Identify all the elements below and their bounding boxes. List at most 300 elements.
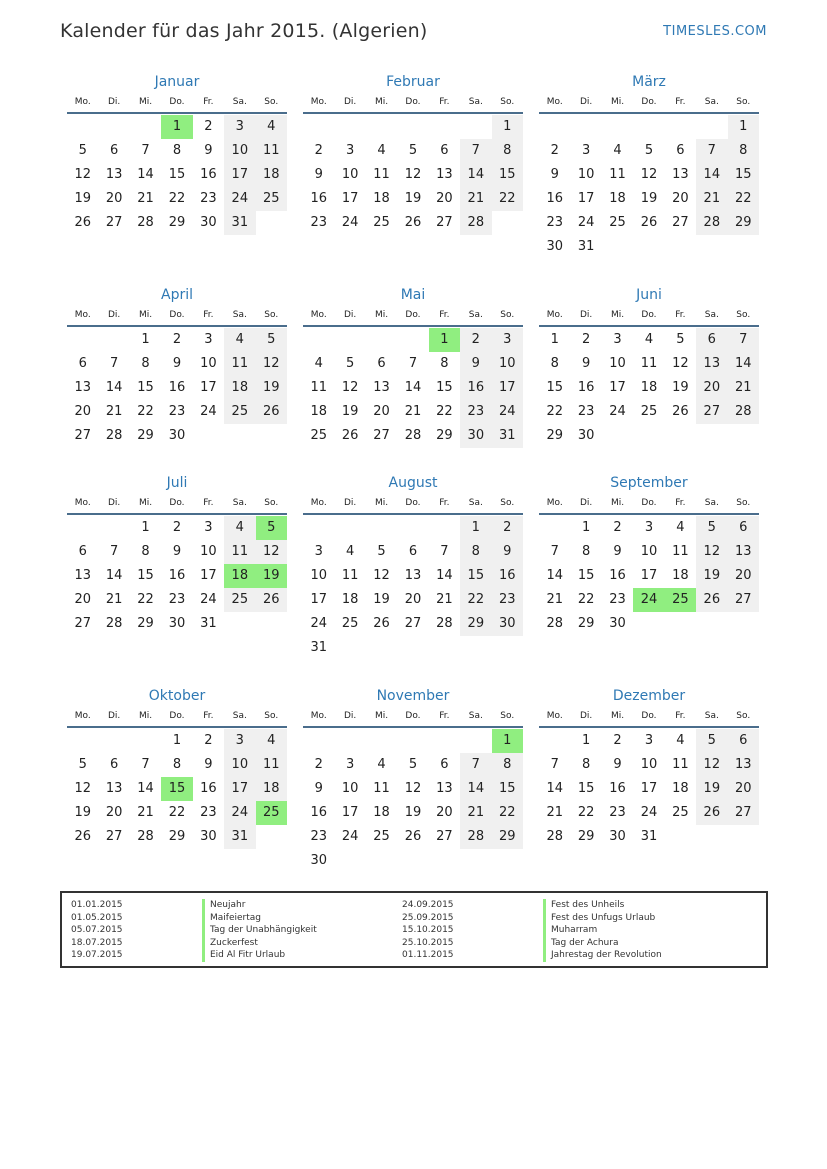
empty-cell <box>303 729 334 753</box>
day-cell: 19 <box>74 191 91 206</box>
weekday-label: Mi. <box>138 711 153 721</box>
weekday-header <box>303 493 523 515</box>
day-cell: 2 <box>204 119 213 134</box>
day-cell: 28 <box>546 829 563 844</box>
weekday-label: So. <box>500 711 515 721</box>
day-cell: 15 <box>168 167 186 182</box>
day-cell: 14 <box>137 167 154 182</box>
day-cell: 4 <box>676 520 685 535</box>
day-cell: 2 <box>172 332 182 347</box>
day-cell: 3 <box>492 328 523 352</box>
day-cell: 6 <box>728 516 759 540</box>
day-cell: 13 <box>728 753 759 777</box>
day-cell: 9 <box>613 757 622 772</box>
day-cell: 31 <box>224 825 255 849</box>
day-cell: 12 <box>672 356 689 371</box>
month-august <box>303 473 523 660</box>
day-cell: 16 <box>546 191 563 206</box>
empty-cell <box>67 516 98 540</box>
day-cell: 23 <box>546 215 563 230</box>
weekday-label: Di. <box>107 310 121 320</box>
day-cell: 23 <box>460 400 491 424</box>
day-grid <box>67 328 287 448</box>
day-cell: 11 <box>640 356 658 371</box>
day-cell: 4 <box>224 328 255 352</box>
day-cell: 8 <box>172 757 182 772</box>
day-cell: 23 <box>492 588 523 612</box>
day-cell: 18 <box>256 163 287 187</box>
day-cell: 14 <box>696 163 727 187</box>
day-cell: 11 <box>609 167 626 182</box>
day-cell: 10 <box>224 139 255 163</box>
weekday-label: So. <box>736 310 751 320</box>
day-cell: 18 <box>373 805 390 820</box>
weekday-label: So. <box>264 498 279 508</box>
legend-holiday-name: Jahrestag der Revolution <box>543 949 662 962</box>
month-juli <box>67 473 287 636</box>
day-cell: 16 <box>310 191 327 206</box>
day-cell: 10 <box>341 167 359 182</box>
day-cell: 4 <box>256 115 287 139</box>
weekday-label: Mo. <box>310 711 327 721</box>
day-cell: 17 <box>224 777 255 801</box>
weekday-label: Sa. <box>468 310 483 320</box>
weekday-label: Mo. <box>74 498 91 508</box>
day-cell: 3 <box>644 520 654 535</box>
day-cell: 1 <box>728 115 759 139</box>
day-cell: 7 <box>728 328 759 352</box>
weekday-header <box>67 706 287 728</box>
legend-dates-right <box>402 899 454 962</box>
day-grid <box>67 729 287 849</box>
day-cell: 2 <box>314 143 323 158</box>
day-cell: 24 <box>341 829 359 844</box>
empty-cell <box>397 328 428 352</box>
day-cell: 3 <box>345 757 355 772</box>
day-cell: 9 <box>204 757 213 772</box>
day-cell: 1 <box>172 733 182 748</box>
day-cell: 9 <box>492 540 523 564</box>
day-cell: 18 <box>672 568 689 583</box>
weekday-label: Sa. <box>704 310 719 320</box>
weekday-label: Sa. <box>232 498 247 508</box>
day-cell: 1 <box>550 332 559 347</box>
day-cell: 1 <box>581 520 591 535</box>
holiday-legend <box>60 891 768 968</box>
day-grid <box>539 516 759 636</box>
day-cell: 27 <box>74 428 91 443</box>
legend-holiday-name: Neujahr <box>202 899 317 912</box>
day-cell: 16 <box>310 805 327 820</box>
day-cell: 8 <box>492 753 523 777</box>
day-cell: 2 <box>460 328 491 352</box>
weekday-label: Fr. <box>675 97 686 107</box>
day-cell: 29 <box>436 428 453 443</box>
day-cell: 18 <box>640 380 658 395</box>
weekday-label: Do. <box>405 310 421 320</box>
holiday-day: 25 <box>256 801 287 825</box>
day-cell: 27 <box>728 588 759 612</box>
day-cell: 30 <box>310 853 327 868</box>
day-cell: 31 <box>310 640 327 655</box>
day-cell: 12 <box>404 167 422 182</box>
legend-names-right <box>543 899 662 962</box>
day-cell: 19 <box>640 191 658 206</box>
legend-date: 19.07.2015 <box>71 950 123 960</box>
day-cell: 15 <box>137 568 154 583</box>
day-cell: 26 <box>696 588 727 612</box>
day-cell: 12 <box>341 380 359 395</box>
day-cell: 20 <box>74 404 91 419</box>
day-cell: 7 <box>696 139 727 163</box>
weekday-label: Mi. <box>138 97 153 107</box>
day-cell: 2 <box>613 520 622 535</box>
day-cell: 26 <box>74 215 91 230</box>
day-cell: 23 <box>168 592 186 607</box>
day-cell: 27 <box>105 829 123 844</box>
day-cell: 11 <box>373 781 390 796</box>
day-cell: 6 <box>377 356 386 371</box>
weekday-label: Do. <box>405 711 421 721</box>
day-cell: 25 <box>224 400 255 424</box>
legend-holiday-name: Tag der Unabhängigkeit <box>202 924 317 937</box>
day-cell: 28 <box>137 215 154 230</box>
day-cell: 14 <box>404 380 422 395</box>
day-cell: 26 <box>373 616 390 631</box>
day-cell: 28 <box>460 825 491 849</box>
weekday-label: Do. <box>641 97 657 107</box>
day-cell: 7 <box>460 753 491 777</box>
day-cell: 21 <box>105 404 123 419</box>
day-cell: 1 <box>141 332 150 347</box>
day-cell: 10 <box>341 781 359 796</box>
day-cell: 20 <box>436 191 453 206</box>
legend-date: 01.05.2015 <box>71 912 123 923</box>
weekday-label: Mo. <box>310 498 327 508</box>
empty-cell <box>633 115 664 139</box>
day-cell: 23 <box>310 215 327 230</box>
weekday-label: So. <box>264 97 279 107</box>
day-cell: 23 <box>609 805 626 820</box>
day-cell: 29 <box>168 829 186 844</box>
day-cell: 13 <box>105 167 123 182</box>
day-cell: 1 <box>492 115 523 139</box>
weekday-label: So. <box>736 498 751 508</box>
day-cell: 13 <box>404 568 422 583</box>
holiday-day: 1 <box>429 328 460 352</box>
day-cell: 5 <box>696 516 727 540</box>
day-cell: 10 <box>640 757 658 772</box>
day-cell: 20 <box>105 805 123 820</box>
empty-cell <box>98 516 129 540</box>
day-cell: 10 <box>310 568 327 583</box>
day-cell: 17 <box>492 376 523 400</box>
month-dezember <box>539 686 759 849</box>
day-grid <box>303 328 523 448</box>
day-cell: 11 <box>672 757 689 772</box>
day-cell: 3 <box>204 520 213 535</box>
legend-holiday-name: Muharram <box>543 924 662 937</box>
day-cell: 17 <box>200 568 217 583</box>
day-cell: 14 <box>137 781 154 796</box>
day-cell: 12 <box>74 781 91 796</box>
month-name: Oktober <box>148 688 206 704</box>
day-cell: 6 <box>440 757 449 772</box>
day-cell: 15 <box>577 781 595 796</box>
day-cell: 5 <box>408 757 418 772</box>
holiday-day: 24 <box>633 588 664 612</box>
day-cell: 22 <box>436 404 453 419</box>
day-cell: 21 <box>404 404 422 419</box>
holiday-day: 5 <box>256 516 287 540</box>
weekday-label: Mi. <box>374 711 389 721</box>
weekday-header <box>539 92 759 114</box>
day-cell: 22 <box>728 187 759 211</box>
day-cell: 21 <box>105 592 123 607</box>
day-cell: 16 <box>460 376 491 400</box>
empty-cell <box>67 115 98 139</box>
weekday-label: Di. <box>579 97 593 107</box>
day-cell: 22 <box>460 588 491 612</box>
weekday-label: Mi. <box>374 97 389 107</box>
day-cell: 11 <box>341 568 359 583</box>
day-cell: 19 <box>341 404 359 419</box>
day-cell: 6 <box>408 544 418 559</box>
day-cell: 6 <box>728 729 759 753</box>
empty-cell <box>397 115 428 139</box>
day-cell: 28 <box>105 616 123 631</box>
day-cell: 28 <box>404 428 422 443</box>
empty-cell <box>539 115 570 139</box>
weekday-label: Fr. <box>203 310 214 320</box>
day-cell: 4 <box>256 729 287 753</box>
day-cell: 13 <box>373 380 390 395</box>
day-grid <box>67 516 287 636</box>
day-cell: 15 <box>492 777 523 801</box>
weekday-label: Mi. <box>138 498 153 508</box>
empty-cell <box>303 115 334 139</box>
weekday-label: Sa. <box>704 498 719 508</box>
day-cell: 4 <box>377 757 386 772</box>
page-title: Kalender für das Jahr 2015. (Algerien) <box>60 20 428 42</box>
empty-cell <box>539 729 570 753</box>
day-cell: 14 <box>460 777 491 801</box>
weekday-label: Mo. <box>546 97 563 107</box>
weekday-label: Fr. <box>439 498 450 508</box>
day-cell: 2 <box>204 733 213 748</box>
weekday-label: So. <box>264 711 279 721</box>
day-grid <box>539 729 759 849</box>
day-cell: 26 <box>74 829 91 844</box>
day-cell: 8 <box>581 757 591 772</box>
day-cell: 11 <box>256 139 287 163</box>
weekday-label: Do. <box>405 498 421 508</box>
day-cell: 12 <box>256 352 287 376</box>
weekday-label: Do. <box>641 310 657 320</box>
day-cell: 27 <box>696 400 727 424</box>
weekday-label: Fr. <box>203 498 214 508</box>
day-cell: 29 <box>137 616 154 631</box>
empty-cell <box>67 729 98 753</box>
day-cell: 25 <box>609 215 626 230</box>
holiday-day: 19 <box>256 564 287 588</box>
weekday-header <box>67 305 287 327</box>
day-cell: 17 <box>341 191 359 206</box>
weekday-label: So. <box>500 498 515 508</box>
day-cell: 21 <box>436 592 453 607</box>
day-cell: 20 <box>728 564 759 588</box>
day-cell: 25 <box>224 588 255 612</box>
day-cell: 13 <box>672 167 689 182</box>
day-cell: 13 <box>74 380 91 395</box>
day-cell: 16 <box>200 781 217 796</box>
day-cell: 18 <box>609 191 626 206</box>
day-cell: 14 <box>460 163 491 187</box>
day-grid <box>303 516 523 660</box>
day-grid <box>539 328 759 448</box>
day-cell: 13 <box>696 352 727 376</box>
weekday-label: Fr. <box>203 97 214 107</box>
day-cell: 20 <box>74 592 91 607</box>
day-cell: 8 <box>460 540 491 564</box>
day-cell: 20 <box>436 805 453 820</box>
brand-link[interactable]: TIMESLES.COM <box>663 24 767 39</box>
day-cell: 19 <box>373 592 390 607</box>
day-cell: 18 <box>373 191 390 206</box>
day-cell: 4 <box>314 356 323 371</box>
day-cell: 3 <box>314 544 323 559</box>
day-cell: 3 <box>224 729 255 753</box>
day-cell: 21 <box>137 805 154 820</box>
day-cell: 24 <box>492 400 523 424</box>
weekday-header <box>539 706 759 728</box>
day-cell: 20 <box>672 191 689 206</box>
legend-date: 18.07.2015 <box>71 937 123 948</box>
weekday-header <box>303 305 523 327</box>
month-name: Juli <box>166 475 188 491</box>
weekday-label: Mi. <box>374 498 389 508</box>
weekday-label: Mi. <box>610 310 625 320</box>
empty-cell <box>67 328 98 352</box>
empty-cell <box>460 115 491 139</box>
empty-cell <box>366 328 397 352</box>
day-cell: 17 <box>200 380 217 395</box>
day-cell: 16 <box>168 568 186 583</box>
weekday-label: Di. <box>343 310 357 320</box>
day-cell: 27 <box>105 215 123 230</box>
legend-date: 05.07.2015 <box>71 925 123 935</box>
month-name: Februar <box>386 74 440 90</box>
day-cell: 4 <box>224 516 255 540</box>
day-cell: 28 <box>105 428 123 443</box>
empty-cell <box>98 729 129 753</box>
legend-dates-left <box>71 899 123 962</box>
weekday-label: Di. <box>343 498 357 508</box>
day-cell: 6 <box>109 143 119 158</box>
day-cell: 11 <box>224 540 255 564</box>
day-cell: 25 <box>640 404 658 419</box>
day-cell: 20 <box>696 376 727 400</box>
weekday-label: Do. <box>641 711 657 721</box>
empty-cell <box>303 516 334 540</box>
day-cell: 1 <box>141 520 150 535</box>
day-cell: 23 <box>200 191 217 206</box>
day-cell: 5 <box>345 356 355 371</box>
weekday-label: Di. <box>107 711 121 721</box>
weekday-label: Do. <box>169 498 185 508</box>
empty-cell <box>366 516 397 540</box>
day-cell: 10 <box>577 167 595 182</box>
day-cell: 27 <box>436 829 453 844</box>
day-cell: 24 <box>200 404 217 419</box>
weekday-label: Di. <box>579 498 593 508</box>
day-cell: 28 <box>546 616 563 631</box>
day-cell: 18 <box>341 592 359 607</box>
empty-cell <box>130 729 161 753</box>
day-cell: 25 <box>672 805 689 820</box>
day-cell: 24 <box>310 616 327 631</box>
day-cell: 30 <box>200 829 217 844</box>
month-september <box>539 473 759 636</box>
weekday-label: Sa. <box>232 97 247 107</box>
month-januar <box>67 72 287 235</box>
month-name: Mai <box>400 287 426 303</box>
day-cell: 24 <box>224 187 255 211</box>
day-cell: 31 <box>492 424 523 448</box>
day-cell: 26 <box>696 801 727 825</box>
day-cell: 19 <box>696 777 727 801</box>
legend-holiday-name: Fest des Unfugs Urlaub <box>543 912 662 925</box>
weekday-label: Mo. <box>546 711 563 721</box>
day-cell: 3 <box>581 143 591 158</box>
empty-cell <box>539 516 570 540</box>
day-cell: 4 <box>377 143 386 158</box>
day-cell: 30 <box>492 612 523 636</box>
day-cell: 11 <box>672 544 689 559</box>
day-cell: 25 <box>373 829 390 844</box>
day-cell: 2 <box>581 332 591 347</box>
day-cell: 14 <box>105 380 123 395</box>
holiday-day: 18 <box>224 564 255 588</box>
month-november <box>303 686 523 873</box>
day-cell: 7 <box>408 356 418 371</box>
weekday-label: Mo. <box>546 310 563 320</box>
day-cell: 14 <box>546 568 563 583</box>
legend-holiday-name: Maifeiertag <box>202 912 317 925</box>
day-cell: 21 <box>696 187 727 211</box>
day-grid <box>67 115 287 235</box>
weekday-header <box>539 305 759 327</box>
month-märz <box>539 72 759 259</box>
weekday-label: Sa. <box>468 97 483 107</box>
day-cell: 30 <box>168 428 186 443</box>
legend-holiday-name: Zuckerfest <box>202 937 317 950</box>
day-cell: 10 <box>609 356 626 371</box>
day-cell: 17 <box>640 781 658 796</box>
day-cell: 8 <box>141 544 150 559</box>
day-cell: 3 <box>613 332 622 347</box>
weekday-label: Mi. <box>610 498 625 508</box>
day-cell: 7 <box>109 544 119 559</box>
day-cell: 12 <box>640 167 658 182</box>
day-cell: 30 <box>460 424 491 448</box>
weekday-label: Do. <box>641 498 657 508</box>
day-cell: 3 <box>644 733 654 748</box>
month-mai <box>303 285 523 448</box>
day-cell: 30 <box>577 428 595 443</box>
day-cell: 5 <box>256 328 287 352</box>
weekday-label: So. <box>736 97 751 107</box>
